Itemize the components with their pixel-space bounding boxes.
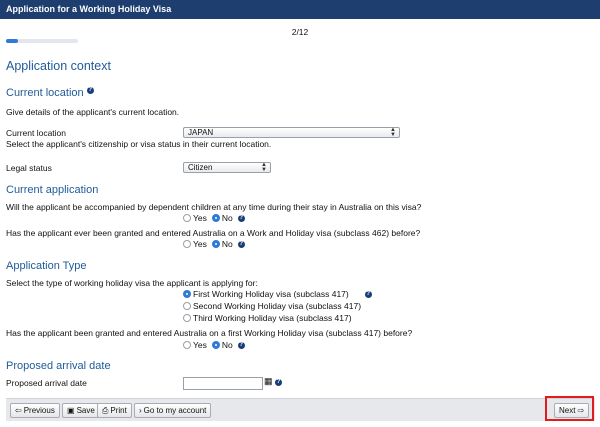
page-title: Application context [6, 59, 111, 73]
radio-group-first-whv-before [183, 340, 245, 350]
radio-no[interactable] [212, 240, 220, 248]
print-button-label: Print [110, 406, 127, 415]
print-icon: ⎙ [102, 406, 109, 415]
section-heading-current-location [6, 87, 94, 99]
help-icon[interactable]: ? [366, 290, 371, 297]
section-heading-application-type: Application Type [6, 260, 87, 272]
radio-yes[interactable] [183, 214, 191, 222]
current-location-label: Current location [6, 128, 67, 138]
radio-no-label[interactable]: No [221, 340, 233, 350]
application-type-prompt: Select the type of working holiday visa the applicant is applying for: [6, 278, 258, 288]
previous-button[interactable] [10, 403, 60, 418]
next-button-label: Next [559, 406, 576, 415]
save-button[interactable] [62, 403, 100, 418]
radio-second-whv-label[interactable]: Second Working Holiday visa (subclass 417) [193, 301, 362, 311]
next-button-highlight [545, 396, 594, 421]
radio-first-whv[interactable] [183, 290, 191, 298]
radio-option-second-whv [183, 301, 361, 311]
previous-button-label: Previous [23, 406, 55, 415]
print-button[interactable] [97, 403, 132, 418]
section-heading-current-application: Current application [6, 184, 99, 196]
radio-option-first-whv [183, 289, 372, 299]
save-button-label: Save [76, 406, 95, 415]
question-dependent-children: Will the applicant be accompanied by dependent children at any time during their stay in Australia on this visa? [6, 202, 422, 212]
current-location-description: Give details of the applicant's current location. [6, 107, 180, 117]
radio-no[interactable] [212, 214, 220, 222]
select-arrows-icon: ▲ ▼ [390, 127, 396, 138]
arrow-left-icon: ⇦ [15, 406, 22, 415]
radio-yes-label[interactable]: Yes [193, 213, 207, 223]
question-first-whv-before: Has the applicant been granted and entered Australia on a first Working Holiday visa (subclass 417) before? [6, 328, 413, 338]
radio-group-work-and-holiday [183, 239, 245, 249]
radio-yes-label[interactable]: Yes [193, 239, 207, 249]
current-location-select-value: JAPAN [188, 128, 214, 137]
current-location-select[interactable] [183, 127, 400, 138]
help-icon[interactable]: ? [239, 240, 244, 247]
section-heading-current-location-text: Current location [6, 87, 84, 99]
help-icon[interactable]: ? [239, 214, 244, 221]
chevron-right-icon: › [139, 406, 142, 415]
help-icon[interactable]: ? [276, 379, 281, 385]
arrival-date-input[interactable] [183, 377, 263, 390]
calendar-icon[interactable]: ▦ [264, 376, 273, 386]
progress-bar [6, 39, 78, 43]
radio-group-dependent-children [183, 213, 245, 223]
save-icon: ▣ [67, 406, 75, 415]
progress-bar-fill [6, 39, 18, 43]
legal-status-select[interactable] [183, 162, 271, 173]
go-to-account-button[interactable] [134, 403, 211, 418]
select-arrows-icon: ▲ ▼ [261, 162, 267, 173]
radio-first-whv-label[interactable]: First Working Holiday visa (subclass 417) [193, 289, 349, 299]
radio-option-third-whv [183, 313, 352, 323]
radio-yes[interactable] [183, 240, 191, 248]
help-icon[interactable]: ? [88, 87, 93, 93]
radio-no-label[interactable]: No [221, 239, 233, 249]
question-work-and-holiday: Has the applicant ever been granted and entered Australia on a Work and Holiday visa (subclass 462) before? [6, 228, 421, 238]
current-location-hint: Select the applicant's citizenship or visa status in their current location. [6, 139, 272, 149]
legal-status-select-value: Citizen [188, 163, 213, 172]
radio-third-whv-label[interactable]: Third Working Holiday visa (subclass 417) [193, 313, 352, 323]
go-to-account-button-label: Go to my account [143, 406, 207, 415]
radio-yes[interactable] [183, 341, 191, 349]
step-indicator: 2/12 [291, 27, 309, 37]
radio-yes-label[interactable]: Yes [193, 340, 207, 350]
radio-second-whv[interactable] [183, 302, 191, 310]
legal-status-label: Legal status [6, 163, 52, 173]
help-icon[interactable]: ? [239, 341, 244, 348]
radio-third-whv[interactable] [183, 314, 191, 322]
section-heading-arrival: Proposed arrival date [6, 360, 111, 372]
radio-no[interactable] [212, 341, 220, 349]
arrow-right-icon: ⇨ [577, 406, 585, 415]
radio-no-label[interactable]: No [221, 213, 233, 223]
footer-toolbar [6, 398, 595, 421]
window-title: Application for a Working Holiday Visa [0, 0, 600, 19]
arrival-date-label: Proposed arrival date [6, 378, 87, 388]
